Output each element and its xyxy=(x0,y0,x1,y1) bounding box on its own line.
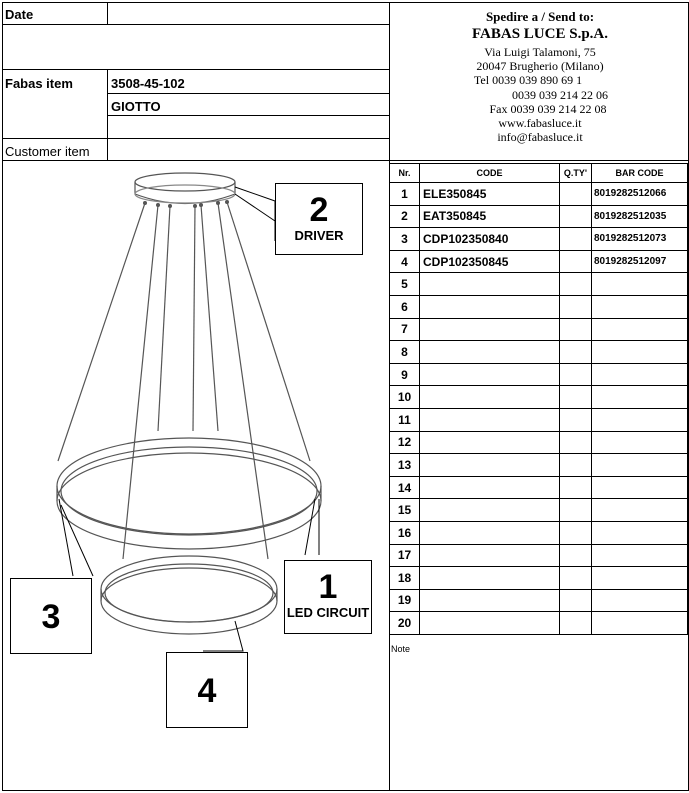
table-row xyxy=(390,295,688,318)
table-row xyxy=(390,544,688,567)
parts-table xyxy=(389,163,688,635)
part-qty[interactable] xyxy=(560,454,592,477)
part-barcode xyxy=(592,341,688,364)
part-code: EAT350845 xyxy=(420,205,560,228)
part-barcode xyxy=(592,363,688,386)
row-number: 7 xyxy=(390,318,420,341)
part-barcode xyxy=(592,273,688,296)
part-code xyxy=(420,318,560,341)
part-qty[interactable] xyxy=(560,363,592,386)
row-number: 17 xyxy=(390,544,420,567)
part-qty[interactable] xyxy=(560,183,592,206)
fabas-item-name: GIOTTO xyxy=(111,99,161,114)
column-header-code: CODE xyxy=(420,164,560,183)
part-qty[interactable] xyxy=(560,521,592,544)
part-qty[interactable] xyxy=(560,476,592,499)
part-code xyxy=(420,341,560,364)
table-row xyxy=(390,250,688,273)
row-number: 10 xyxy=(390,386,420,409)
row-number: 13 xyxy=(390,454,420,477)
part-barcode: 8019282512097 xyxy=(592,250,688,273)
fabas-item-code: 3508-45-102 xyxy=(111,76,185,91)
part-barcode xyxy=(592,318,688,341)
part-qty[interactable] xyxy=(560,205,592,228)
table-row xyxy=(390,589,688,612)
row-number: 20 xyxy=(390,612,420,635)
part-barcode xyxy=(592,386,688,409)
row-number: 16 xyxy=(390,521,420,544)
header-line xyxy=(2,24,389,25)
row-number: 11 xyxy=(390,408,420,431)
part-qty[interactable] xyxy=(560,408,592,431)
part-code xyxy=(420,295,560,318)
row-number: 8 xyxy=(390,341,420,364)
part-barcode: 8019282512073 xyxy=(592,228,688,251)
part-qty[interactable] xyxy=(560,589,592,612)
header-divider-vertical xyxy=(107,2,108,24)
table-row xyxy=(390,341,688,364)
column-header-qty: Q.TY' xyxy=(560,164,592,183)
header-line xyxy=(107,115,389,116)
table-row xyxy=(390,205,688,228)
table-row xyxy=(390,228,688,251)
part-qty[interactable] xyxy=(560,499,592,522)
callout-3: 3 xyxy=(10,578,92,654)
part-barcode xyxy=(592,454,688,477)
column-header-barcode: BAR CODE xyxy=(592,164,688,183)
part-barcode xyxy=(592,476,688,499)
fabas-item-label: Fabas item xyxy=(5,76,73,91)
parts-table-header xyxy=(390,164,688,183)
sender-website[interactable]: www.fabasluce.it xyxy=(498,116,582,130)
part-qty[interactable] xyxy=(560,341,592,364)
part-code xyxy=(420,589,560,612)
frame-top xyxy=(2,2,688,3)
part-qty[interactable] xyxy=(560,250,592,273)
table-row xyxy=(390,499,688,522)
table-row xyxy=(390,386,688,409)
sender-address-line2: 20047 Brugherio (Milano) xyxy=(476,59,604,73)
row-number: 4 xyxy=(390,250,420,273)
part-barcode xyxy=(592,544,688,567)
row-number: 1 xyxy=(390,183,420,206)
table-row xyxy=(390,273,688,296)
row-number: 9 xyxy=(390,363,420,386)
header-line xyxy=(2,138,389,139)
sender-email[interactable]: info@fabasluce.it xyxy=(497,130,583,144)
table-row xyxy=(390,363,688,386)
sender-box-bottom xyxy=(389,160,688,161)
part-barcode: 8019282512035 xyxy=(592,205,688,228)
part-code xyxy=(420,612,560,635)
callout-led-circuit: 1 LED CIRCUIT xyxy=(284,560,372,634)
row-number: 6 xyxy=(390,295,420,318)
date-label: Date xyxy=(5,7,34,22)
part-code xyxy=(420,386,560,409)
row-number: 12 xyxy=(390,431,420,454)
part-code: CDP102350840 xyxy=(420,228,560,251)
part-barcode: 8019282512066 xyxy=(592,183,688,206)
part-code xyxy=(420,476,560,499)
part-barcode xyxy=(592,521,688,544)
frame-bottom xyxy=(2,790,688,791)
part-barcode xyxy=(592,567,688,590)
part-code xyxy=(420,431,560,454)
part-barcode xyxy=(592,431,688,454)
callout-4: 4 xyxy=(166,652,248,728)
part-qty[interactable] xyxy=(560,612,592,635)
row-number: 18 xyxy=(390,567,420,590)
table-row xyxy=(390,318,688,341)
part-qty[interactable] xyxy=(560,295,592,318)
sender-company: FABAS LUCE S.p.A. xyxy=(471,26,608,42)
part-code xyxy=(420,544,560,567)
header-line xyxy=(107,93,389,94)
note-label: Note xyxy=(391,644,411,654)
part-qty[interactable] xyxy=(560,386,592,409)
table-row xyxy=(390,454,688,477)
sender-tel-line2: 0039 039 214 22 06 xyxy=(512,88,608,102)
part-code xyxy=(420,567,560,590)
column-header-nr: Nr. xyxy=(390,164,420,183)
row-number: 15 xyxy=(390,499,420,522)
part-code xyxy=(420,499,560,522)
sender-title: Spedire a / Send to: xyxy=(485,9,595,24)
part-barcode xyxy=(592,408,688,431)
table-row xyxy=(390,476,688,499)
part-qty[interactable] xyxy=(560,228,592,251)
part-code xyxy=(420,454,560,477)
row-number: 14 xyxy=(390,476,420,499)
part-barcode xyxy=(592,612,688,635)
part-qty[interactable] xyxy=(560,318,592,341)
sender-fax-line: Fax 0039 039 214 22 08 xyxy=(489,102,607,116)
row-number: 2 xyxy=(390,205,420,228)
table-row xyxy=(390,567,688,590)
part-qty[interactable] xyxy=(560,431,592,454)
part-barcode xyxy=(592,589,688,612)
row-number: 5 xyxy=(390,273,420,296)
table-row xyxy=(390,612,688,635)
part-code: ELE350845 xyxy=(420,183,560,206)
part-code xyxy=(420,408,560,431)
row-number: 3 xyxy=(390,228,420,251)
table-row xyxy=(390,431,688,454)
table-row xyxy=(390,183,688,206)
sender-tel-line1: Tel 0039 039 890 69 1 xyxy=(473,73,583,87)
canopy xyxy=(135,173,235,191)
part-qty[interactable] xyxy=(560,567,592,590)
part-code xyxy=(420,273,560,296)
part-code xyxy=(420,521,560,544)
part-code xyxy=(420,363,560,386)
sender-address-line1: Via Luigi Talamoni, 75 xyxy=(484,45,596,59)
part-barcode xyxy=(592,499,688,522)
part-code: CDP102350845 xyxy=(420,250,560,273)
callout-driver: 2 DRIVER xyxy=(275,183,363,255)
table-row xyxy=(390,521,688,544)
part-qty[interactable] xyxy=(560,273,592,296)
part-qty[interactable] xyxy=(560,544,592,567)
row-number: 19 xyxy=(390,589,420,612)
header-line xyxy=(2,69,389,70)
table-row xyxy=(390,408,688,431)
part-barcode xyxy=(592,295,688,318)
customer-item-label: Customer item xyxy=(5,144,90,159)
